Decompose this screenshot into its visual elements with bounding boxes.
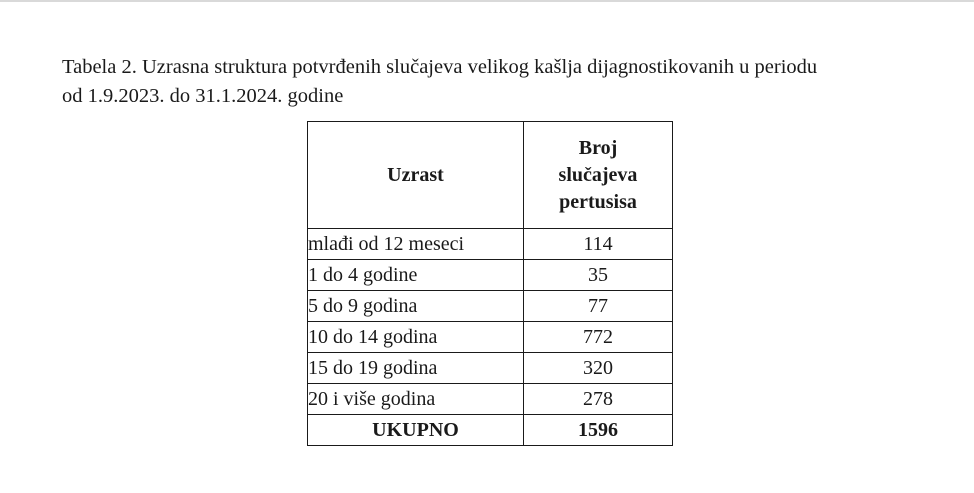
count-cell: 320 — [524, 353, 673, 384]
count-cell: 114 — [524, 229, 673, 260]
age-cell: 1 do 4 godine — [308, 260, 524, 291]
header-age: Uzrast — [308, 122, 524, 229]
count-cell: 77 — [524, 291, 673, 322]
header-count-line-3: pertusisa — [559, 190, 637, 213]
table-row — [308, 353, 673, 384]
table-row — [308, 322, 673, 353]
age-structure-table — [307, 121, 673, 446]
table-row — [308, 229, 673, 260]
count-cell: 772 — [524, 322, 673, 353]
age-cell: 15 do 19 godina — [308, 353, 524, 384]
header-count — [524, 122, 673, 229]
age-cell: 5 do 9 godina — [308, 291, 524, 322]
count-cell: 35 — [524, 260, 673, 291]
total-row — [308, 415, 673, 446]
header-count-line-2: slučajeva — [558, 163, 638, 186]
total-count: 1596 — [524, 415, 673, 446]
age-cell: mlađi od 12 meseci — [308, 229, 524, 260]
age-cell: 20 i više godina — [308, 384, 524, 415]
table-row — [308, 384, 673, 415]
age-cell: 10 do 14 godina — [308, 322, 524, 353]
count-cell: 278 — [524, 384, 673, 415]
total-label: UKUPNO — [308, 415, 524, 446]
table-row — [308, 291, 673, 322]
table-header-row — [308, 122, 673, 229]
table-caption — [62, 53, 942, 111]
page-top-border — [0, 0, 974, 2]
caption-line-2: od 1.9.2023. do 31.1.2024. godine — [62, 85, 344, 107]
table-row — [308, 260, 673, 291]
caption-line-1: Tabela 2. Uzrasna struktura potvrđenih slučajeva velikog kašlja dijagnostikovanih u periodu — [62, 56, 818, 78]
header-count-line-1: Broj — [578, 136, 618, 159]
